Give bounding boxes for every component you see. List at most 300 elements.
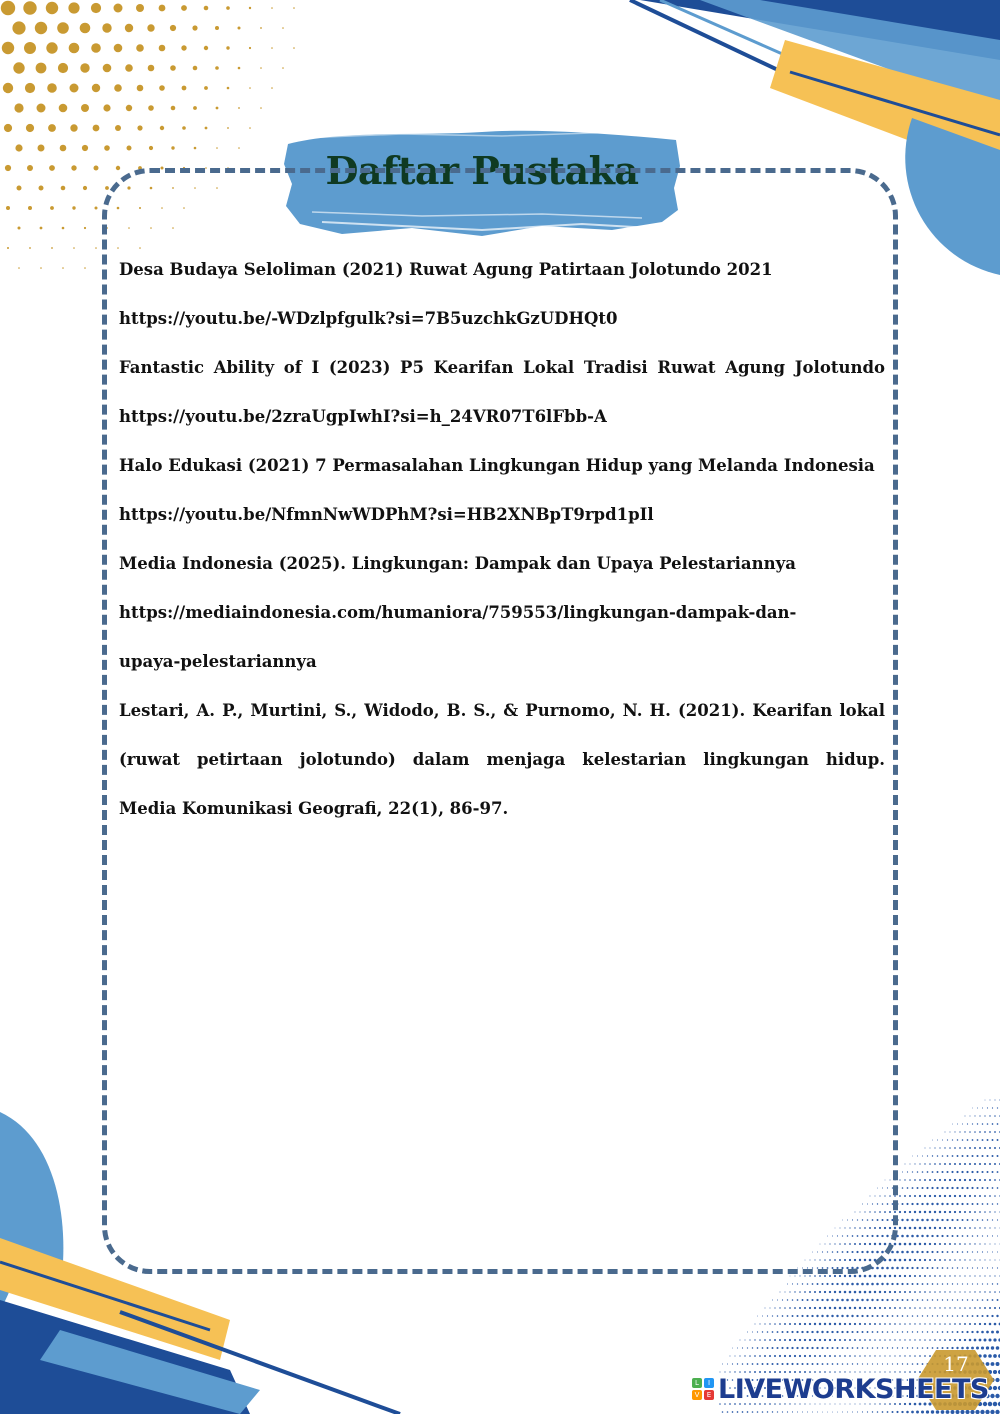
blue-dot xyxy=(772,1411,773,1412)
blue-dot xyxy=(941,1235,943,1237)
reference-link-continued[interactable]: upaya-pelestariannya xyxy=(119,652,317,671)
blue-dot xyxy=(956,1171,958,1173)
blue-dot xyxy=(854,1323,856,1325)
blue-dot xyxy=(796,1331,798,1333)
blue-dot xyxy=(881,1267,884,1270)
blue-dot xyxy=(844,1339,846,1341)
blue-dot xyxy=(987,1283,988,1284)
blue-dot xyxy=(796,1315,798,1317)
blue-dot xyxy=(964,1275,965,1276)
blue-dot xyxy=(954,1275,955,1276)
blue-dot xyxy=(987,1219,988,1220)
blue-dot xyxy=(739,1355,740,1356)
blue-dot xyxy=(839,1339,841,1341)
blue-dot xyxy=(902,1347,903,1348)
blue-dot xyxy=(791,1331,793,1333)
blue-dot xyxy=(889,1259,892,1262)
blue-dot xyxy=(749,1339,750,1340)
blue-dot xyxy=(779,1323,781,1325)
blue-dot xyxy=(759,1355,761,1357)
blue-dot xyxy=(974,1195,976,1197)
blue-dot xyxy=(919,1179,921,1181)
blue-dot xyxy=(864,1339,866,1341)
blue-dot xyxy=(909,1307,911,1309)
blue-dot xyxy=(864,1275,867,1278)
blue-dot xyxy=(829,1275,831,1277)
blue-dot xyxy=(799,1339,801,1341)
blue-dot xyxy=(894,1339,895,1340)
blue-dot xyxy=(787,1299,788,1300)
blue-dot xyxy=(959,1227,961,1229)
blue-dot xyxy=(926,1235,928,1237)
blue-dot xyxy=(977,1108,978,1109)
blue-dot xyxy=(969,1131,971,1133)
blue-dot xyxy=(927,1267,929,1269)
blue-dot xyxy=(927,1283,929,1285)
blue-dot xyxy=(964,1179,966,1181)
blue-dot xyxy=(979,1163,981,1165)
blue-dot xyxy=(986,1315,988,1317)
blue-dot xyxy=(911,1267,913,1269)
blue-dot xyxy=(842,1347,844,1349)
logo-letter: L xyxy=(692,1378,702,1388)
blue-dot xyxy=(904,1355,905,1356)
blue-dot xyxy=(814,1307,816,1309)
blue-dot xyxy=(887,1363,888,1364)
blue-dot xyxy=(934,1243,936,1245)
blue-dot xyxy=(964,1307,966,1309)
blue-dot xyxy=(982,1123,984,1125)
blue-dot xyxy=(982,1187,984,1189)
blue-dot xyxy=(916,1267,918,1269)
blue-dot xyxy=(939,1307,940,1308)
blue-dot xyxy=(929,1147,930,1148)
blue-dot xyxy=(942,1299,943,1300)
blue-dot xyxy=(829,1291,831,1293)
blue-dot xyxy=(872,1411,873,1412)
blue-dot xyxy=(849,1323,851,1325)
blue-dot xyxy=(869,1339,871,1341)
blue-dot xyxy=(921,1219,924,1222)
blue-dot xyxy=(992,1283,993,1284)
blue-dot xyxy=(977,1283,978,1284)
blue-dot xyxy=(947,1283,948,1284)
blue-dot xyxy=(819,1355,821,1357)
blue-dot xyxy=(922,1283,924,1285)
gold-dot xyxy=(61,186,66,191)
blue-dot xyxy=(831,1331,833,1333)
blue-dot xyxy=(954,1291,955,1292)
blue-dot xyxy=(989,1323,992,1326)
gold-dot xyxy=(192,25,197,30)
gold-dot xyxy=(73,247,75,249)
blue-dot xyxy=(927,1155,928,1156)
gold-dot xyxy=(80,63,89,72)
blue-dot xyxy=(851,1299,854,1302)
blue-dot xyxy=(889,1323,891,1325)
blue-dot xyxy=(942,1139,943,1140)
blue-dot xyxy=(934,1339,936,1341)
blue-dot xyxy=(962,1123,963,1124)
blue-dot xyxy=(984,1323,986,1325)
blue-dot xyxy=(832,1412,833,1413)
blue-dot xyxy=(961,1203,963,1205)
blue-dot xyxy=(949,1291,950,1292)
blue-dot xyxy=(831,1315,833,1317)
blue-dot xyxy=(904,1259,906,1261)
blue-dot xyxy=(967,1123,968,1124)
reference-text: Halo Edukasi (2021) 7 Permasalahan Lingkungan Hidup yang Melanda Indonesia xyxy=(119,456,875,475)
blue-dot xyxy=(816,1347,818,1349)
blue-dot xyxy=(907,1171,908,1172)
blue-dot xyxy=(844,1371,845,1372)
blue-dot xyxy=(944,1227,946,1229)
blue-dot xyxy=(727,1411,729,1413)
blue-dot xyxy=(959,1179,961,1181)
blue-dot xyxy=(814,1323,816,1325)
blue-dot xyxy=(817,1283,819,1285)
blue-dot xyxy=(929,1163,931,1165)
blue-dot xyxy=(931,1219,933,1221)
blue-dot xyxy=(987,1107,988,1108)
blue-dot xyxy=(821,1315,823,1317)
blue-dot xyxy=(787,1284,788,1285)
gold-dot xyxy=(249,47,251,49)
gold-dot xyxy=(216,107,219,110)
blue-dot xyxy=(921,1187,923,1189)
blue-dot xyxy=(819,1323,821,1325)
blue-dot xyxy=(782,1331,784,1333)
blue-dot xyxy=(836,1299,839,1302)
gold-dot xyxy=(51,247,53,249)
blue-dot xyxy=(956,1203,958,1205)
blue-dot xyxy=(961,1171,963,1173)
blue-dot xyxy=(894,1259,897,1262)
blue-dot xyxy=(884,1323,886,1325)
blue-dot xyxy=(989,1115,990,1116)
blue-dot xyxy=(829,1307,831,1309)
blue-dot xyxy=(792,1299,794,1301)
blue-dot xyxy=(765,1308,766,1309)
blue-dot xyxy=(822,1412,823,1413)
blue-dot xyxy=(866,1315,868,1317)
blue-dot xyxy=(776,1347,778,1349)
blue-dot xyxy=(939,1323,941,1325)
blue-dot xyxy=(952,1267,954,1269)
blue-dot xyxy=(806,1315,808,1317)
blue-dot xyxy=(902,1171,903,1172)
blue-dot xyxy=(929,1259,931,1261)
blue-dot xyxy=(954,1227,956,1229)
reference-link[interactable]: https://youtu.be/2zraUgpIwhI?si=h_24VR07T6lFbb-A xyxy=(119,407,607,426)
blue-dot xyxy=(899,1243,902,1246)
blue-dot xyxy=(819,1339,821,1341)
blue-dot xyxy=(902,1331,903,1332)
blue-dot xyxy=(994,1163,996,1165)
blue-dot xyxy=(959,1307,961,1309)
blue-dot xyxy=(887,1315,889,1317)
blue-dot xyxy=(811,1347,813,1349)
blue-dot xyxy=(906,1203,908,1205)
blue-dot xyxy=(992,1187,994,1189)
blue-dot xyxy=(934,1163,936,1165)
blue-dot xyxy=(759,1323,760,1324)
gold-dot xyxy=(114,44,123,53)
blue-dot xyxy=(969,1323,971,1325)
blue-dot xyxy=(924,1179,926,1181)
blue-dot xyxy=(767,1331,769,1333)
blue-dot xyxy=(807,1412,808,1413)
blue-dot xyxy=(974,1179,976,1181)
blue-dot xyxy=(967,1155,969,1157)
gold-dot xyxy=(70,124,77,131)
blue-dot xyxy=(984,1291,985,1292)
blue-dot xyxy=(784,1307,786,1309)
blue-dot xyxy=(924,1227,927,1230)
blue-dot xyxy=(889,1339,890,1340)
blue-dot xyxy=(902,1299,904,1301)
blue-dot xyxy=(861,1315,863,1317)
blue-dot xyxy=(827,1363,829,1365)
blue-dot xyxy=(992,1139,994,1141)
blue-dot xyxy=(959,1211,961,1213)
blue-dot xyxy=(924,1195,926,1197)
blue-dot xyxy=(931,1410,934,1413)
blue-dot xyxy=(864,1291,867,1294)
blue-dot xyxy=(974,1147,976,1149)
blue-dot xyxy=(991,1362,995,1366)
blue-dot xyxy=(969,1307,971,1309)
blue-dot xyxy=(959,1275,960,1276)
blue-dot xyxy=(789,1307,791,1309)
blue-dot xyxy=(982,1107,983,1108)
blue-dot xyxy=(926,1203,928,1205)
reference-link[interactable]: https://mediaindonesia.com/humaniora/759553/lingkungan-dampak-dan- xyxy=(119,603,797,622)
blue-dot xyxy=(884,1355,885,1356)
blue-dot xyxy=(929,1291,931,1293)
blue-dot xyxy=(959,1131,960,1132)
blue-dot xyxy=(979,1227,980,1228)
blue-dot xyxy=(797,1299,799,1301)
blue-dot xyxy=(897,1315,899,1317)
blue-dot xyxy=(989,1259,990,1260)
blue-dot xyxy=(937,1299,938,1300)
blue-dot xyxy=(974,1339,977,1342)
blue-dot xyxy=(932,1171,934,1173)
blue-dot xyxy=(988,1354,992,1358)
blue-dot xyxy=(912,1299,914,1301)
blue-dot xyxy=(809,1291,811,1293)
blue-dot xyxy=(874,1291,876,1293)
blue-dot xyxy=(995,1394,999,1398)
blue-dot xyxy=(901,1203,903,1205)
blue-dot xyxy=(909,1323,910,1324)
blue-dot xyxy=(979,1291,980,1292)
gold-dot xyxy=(70,84,79,93)
blue-dot xyxy=(947,1139,948,1140)
blue-dot xyxy=(993,1402,997,1406)
reference-text: Media Indonesia (2025). Lingkungan: Dampak dan Upaya Pelestariannya xyxy=(119,554,796,573)
blue-dot xyxy=(952,1235,954,1237)
blue-dot xyxy=(886,1267,889,1270)
blue-dot xyxy=(949,1227,951,1229)
blue-dot xyxy=(769,1355,771,1357)
blue-dot xyxy=(812,1412,813,1413)
blue-dot xyxy=(914,1291,916,1293)
gold-dot xyxy=(91,43,101,53)
blue-dot xyxy=(786,1363,788,1365)
liveworksheets-brand: LIVEWORKSHEETS xyxy=(718,1373,989,1405)
blue-dot xyxy=(772,1331,774,1333)
blue-dot xyxy=(901,1411,903,1413)
blue-dot xyxy=(819,1291,821,1293)
blue-dot xyxy=(779,1339,781,1341)
blue-dot xyxy=(957,1124,958,1125)
blue-dot xyxy=(979,1275,980,1276)
blue-dot xyxy=(724,1371,725,1372)
blue-dot xyxy=(914,1163,915,1164)
gold-dot xyxy=(260,107,262,109)
blue-dot xyxy=(922,1363,924,1365)
blue-dot xyxy=(874,1275,877,1278)
blue-dot xyxy=(989,1275,990,1276)
blue-dot xyxy=(977,1299,979,1301)
blue-dot xyxy=(944,1195,946,1197)
gold-dot xyxy=(50,206,54,210)
blue-dot xyxy=(976,1171,978,1173)
blue-dot xyxy=(759,1339,761,1341)
blue-dot xyxy=(757,1363,759,1365)
blue-dot xyxy=(854,1291,857,1294)
blue-dot xyxy=(916,1411,919,1414)
blue-dot xyxy=(959,1243,961,1245)
blue-dot xyxy=(952,1155,954,1157)
blue-dot xyxy=(871,1315,873,1317)
blue-dot xyxy=(951,1219,953,1221)
blue-dot xyxy=(806,1331,808,1333)
blue-dot xyxy=(867,1331,869,1333)
blue-dot xyxy=(937,1155,939,1157)
blue-dot xyxy=(919,1323,920,1324)
blue-dot xyxy=(974,1275,975,1276)
gold-dot xyxy=(136,4,144,12)
blue-dot xyxy=(896,1251,899,1254)
gold-dot xyxy=(181,5,187,11)
reference-link[interactable]: https://youtu.be/NfmnNwWDPhM?si=HB2XNBpT9rpd1pIl xyxy=(119,505,654,524)
blue-dot xyxy=(967,1283,968,1284)
gold-dot xyxy=(1,1,15,15)
blue-dot xyxy=(989,1227,990,1228)
blue-dot xyxy=(911,1219,913,1221)
blue-dot xyxy=(771,1363,773,1365)
blue-dot xyxy=(862,1411,863,1412)
blue-dot xyxy=(937,1283,939,1285)
gold-dot xyxy=(271,7,273,9)
gold-dot xyxy=(18,227,21,230)
blue-dot xyxy=(962,1283,963,1284)
blue-dot xyxy=(971,1155,973,1157)
blue-dot xyxy=(969,1227,971,1229)
blue-dot xyxy=(914,1195,916,1197)
gold-dot xyxy=(60,145,67,152)
blue-dot xyxy=(977,1315,979,1317)
blue-dot xyxy=(954,1163,956,1165)
blue-dot xyxy=(747,1347,748,1348)
gold-dot xyxy=(7,247,9,249)
blue-dot xyxy=(841,1315,843,1317)
blue-dot xyxy=(993,1338,996,1341)
blue-dot xyxy=(942,1331,944,1333)
blue-dot xyxy=(926,1410,929,1413)
gold-dot xyxy=(204,6,209,11)
blue-dot xyxy=(937,1171,939,1173)
blue-dot xyxy=(939,1227,941,1229)
blue-dot xyxy=(906,1235,909,1238)
blue-dot xyxy=(904,1179,905,1180)
blue-dot xyxy=(732,1363,733,1364)
blue-dot xyxy=(881,1299,883,1301)
blue-dot xyxy=(839,1291,841,1293)
blue-dot xyxy=(944,1339,946,1341)
blue-dot xyxy=(884,1371,885,1372)
gold-dot xyxy=(116,166,120,170)
blue-dot xyxy=(979,1323,981,1325)
logo-letter: I xyxy=(704,1378,714,1388)
blue-dot xyxy=(989,1291,991,1293)
blue-dot xyxy=(811,1299,813,1301)
blue-dot xyxy=(926,1219,928,1221)
gold-dot xyxy=(81,104,89,112)
blue-dot xyxy=(936,1187,938,1189)
blue-dot xyxy=(972,1123,973,1124)
blue-dot xyxy=(989,1307,991,1309)
blue-dot xyxy=(806,1363,808,1365)
blue-dot xyxy=(956,1347,958,1349)
blue-dot xyxy=(834,1275,836,1277)
blue-dot xyxy=(937,1315,938,1316)
blue-dot xyxy=(929,1195,931,1197)
blue-dot xyxy=(952,1139,953,1140)
gold-dot xyxy=(39,186,44,191)
gold-dot xyxy=(95,207,98,210)
gold-dot xyxy=(40,267,42,269)
gold-dot xyxy=(105,186,109,190)
gold-dot xyxy=(38,145,45,152)
blue-dot xyxy=(927,1347,929,1349)
blue-dot xyxy=(960,1410,964,1414)
blue-dot xyxy=(851,1331,853,1333)
blue-dot xyxy=(784,1339,786,1341)
blue-dot xyxy=(889,1291,891,1293)
reference-link[interactable]: https://youtu.be/-WDzlpfgulk?si=7B5uzchkGzUDHQt0 xyxy=(119,309,618,328)
blue-dot xyxy=(949,1259,951,1261)
blue-dot xyxy=(919,1339,920,1340)
blue-dot xyxy=(852,1412,853,1413)
blue-dot xyxy=(941,1171,943,1173)
blue-dot xyxy=(974,1163,976,1165)
blue-dot xyxy=(974,1131,976,1133)
blue-dot xyxy=(882,1363,883,1364)
blue-dot xyxy=(977,1251,978,1252)
blue-dot xyxy=(742,1363,744,1365)
blue-dot xyxy=(862,1331,864,1333)
blue-dot xyxy=(804,1323,806,1325)
blue-dot xyxy=(931,1251,933,1253)
gold-dot xyxy=(159,45,166,52)
blue-dot xyxy=(832,1363,834,1365)
blue-dot xyxy=(854,1371,855,1372)
blue-dot xyxy=(977,1203,979,1205)
